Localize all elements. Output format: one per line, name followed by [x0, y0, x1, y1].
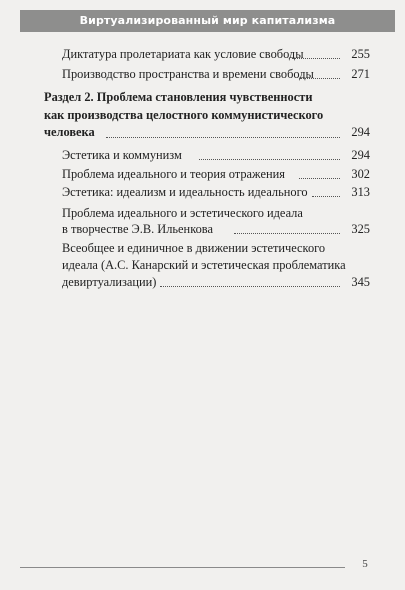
toc-page-number: 345: [351, 275, 370, 289]
toc-subentry: идеала (А.С. Канарский и эстетическая проблематика: [62, 258, 346, 272]
toc-section-heading-line: человека: [44, 125, 95, 139]
toc-subentry: Всеобщее и единичное в движении эстетического: [62, 241, 326, 255]
dot-leader: [299, 178, 340, 179]
footer-rule: [20, 567, 345, 568]
toc-page-number: 313: [351, 185, 370, 199]
dot-leader: [292, 58, 340, 59]
toc-subentry: Проблема идеального и эстетического идеала: [62, 206, 303, 220]
running-header-title: Виртуализированный мир капитализма: [79, 14, 336, 27]
toc-section-heading-line: Раздел 2. Проблема становления чувственности: [44, 90, 313, 104]
toc-entry: Производство пространства и времени свободы: [62, 67, 314, 81]
dot-leader: [199, 159, 340, 160]
toc-page-number: 302: [351, 167, 370, 181]
dot-leader: [300, 78, 340, 79]
dot-leader: [312, 196, 340, 197]
toc-page-number: 294: [351, 148, 370, 162]
toc-subentry: Проблема идеального и теория отражения: [62, 167, 285, 181]
toc-section-heading-line: как производства целостного коммунистического: [44, 108, 324, 122]
dot-leader: [234, 233, 340, 234]
toc-subentry: девиртуализации): [62, 275, 157, 289]
toc-page-number: 294: [351, 125, 370, 139]
dot-leader: [106, 137, 340, 138]
toc-page-number: 255: [351, 47, 370, 61]
toc-entry: Диктатура пролетариата как условие свободы: [62, 47, 304, 61]
toc-subentry: в творчестве Э.В. Ильенкова: [62, 222, 213, 236]
dot-leader: [160, 286, 340, 287]
toc-subentry: Эстетика и коммунизм: [62, 148, 182, 162]
toc-subentry: Эстетика: идеализм и идеальность идеального: [62, 185, 308, 199]
folio-page-number: 5: [362, 558, 368, 570]
toc-page-number: 325: [351, 222, 370, 236]
toc-page-number: 271: [351, 67, 370, 81]
